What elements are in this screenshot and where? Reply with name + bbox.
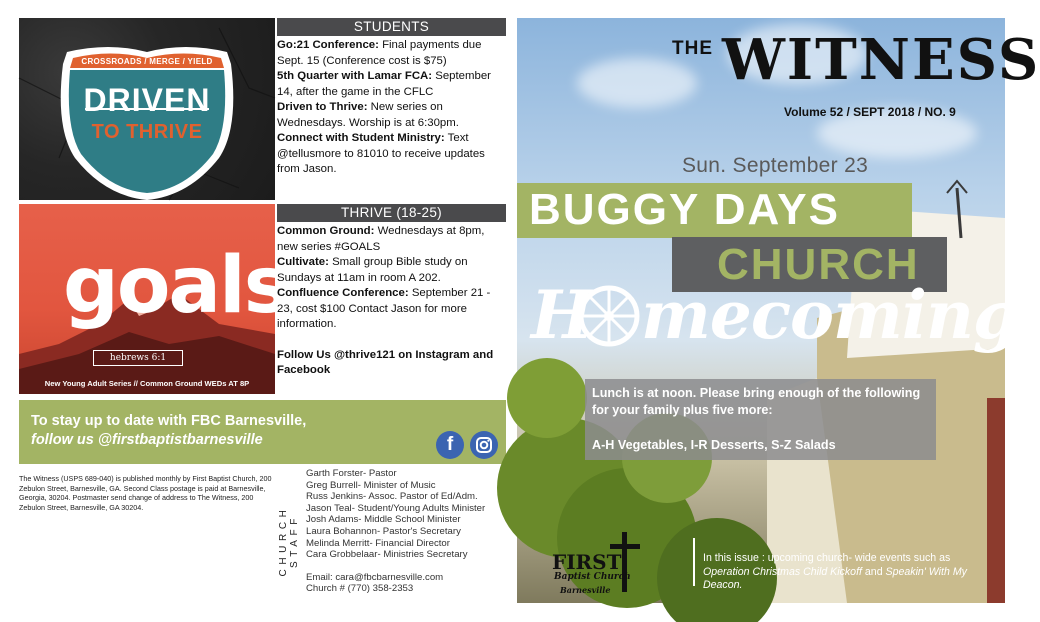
issue-info: Volume 52 / SEPT 2018 / NO. 9 xyxy=(784,105,956,119)
driven-to-thrive-image xyxy=(19,18,275,200)
issue-divider xyxy=(693,538,695,586)
goals-title: goals xyxy=(63,241,289,331)
staff-member: Greg Burrell- Minister of Music xyxy=(306,479,436,491)
students-item: Connect with Student Ministry: Text @tellusmore to 81010 to receive updates from Jason. xyxy=(277,132,485,175)
social-banner xyxy=(19,400,506,464)
headline-buggy-days: BUGGY DAYS xyxy=(529,185,840,234)
thrive-item: Common Ground: Wednesdays at 8pm, new series #GOALS xyxy=(277,225,485,253)
thrive-header: THRIVE (18-25) xyxy=(277,204,506,222)
instagram-icon[interactable] xyxy=(470,431,498,459)
first-baptist-logo: FIRST Baptist Church Barnesville xyxy=(552,530,662,600)
staff-member: Jason Teal- Student/Young Adults Minister xyxy=(306,502,486,514)
staff-member: Josh Adams- Middle School Minister xyxy=(306,514,461,526)
masthead-the: THE xyxy=(672,38,713,59)
thrive-item: Confluence Conference: September 21 - 23, cost $100 Contact Jason for more information. xyxy=(277,287,491,330)
staff-email[interactable]: Email: cara@fbcbarnesville.com xyxy=(306,571,444,583)
goals-verse: hebrews 6:1 xyxy=(93,350,183,366)
thrive-item: Cultivate: Small group Bible study on Sundays at 11am in room A 202. xyxy=(277,256,468,284)
headline-mecoming: mecoming xyxy=(641,276,1019,354)
sign-top-text: CROSSROADS / MERGE / YIELD xyxy=(81,57,213,66)
headline-church: CHURCH xyxy=(717,240,920,289)
students-header: STUDENTS xyxy=(277,18,506,36)
staff-member: Melinda Merritt- Financial Director xyxy=(306,537,450,549)
staff-phone: Church # (770) 358-2353 xyxy=(306,583,414,595)
masthead-title: WITNESS xyxy=(722,27,1040,93)
lunch-list: A-H Vegetables, I-R Desserts, S-Z Salads xyxy=(592,438,836,452)
staff-member: Russ Jenkins- Assoc. Pastor of Ed/Adm. xyxy=(306,491,478,503)
students-list xyxy=(277,38,506,178)
students-item: Driven to Thrive: New series on Wednesdays. Worship is at 6:30pm. xyxy=(277,101,459,129)
staff-member: Garth Forster- Pastor xyxy=(306,468,397,479)
event-date: Sun. September 23 xyxy=(682,154,869,177)
thrive-list xyxy=(277,224,506,379)
lunch-box xyxy=(585,379,936,460)
staff-member: Laura Bohannon- Pastor's Secretary xyxy=(306,525,461,537)
publication-note: The Witness (USPS 689-040) is published monthly by First Baptist Church, 200 Zebulon Street, Barnesville, GA. Second Class postage is paid at Barnesville, Georgia, 30204. Postmaster send change of address to The Witness, 200 Zebulon Street, Barnesville, GA 30204. xyxy=(19,474,272,512)
sign-sub-text: TO THRIVE xyxy=(91,121,203,143)
wagon-wheel-icon xyxy=(577,284,641,348)
facebook-icon[interactable]: f xyxy=(436,431,464,459)
banner-line2: follow us @firstbaptistbarnesville xyxy=(31,432,263,448)
sign-main-text: DRIVEN xyxy=(83,82,211,118)
students-item: Go:21 Conference: Final payments due Sept. 15 (Conference cost is $75) xyxy=(277,39,482,67)
cover-page xyxy=(517,18,1040,603)
staff-member: Cara Grobbelaar- Ministries Secretary xyxy=(306,549,468,561)
church-staff-label: CHURCH STAFF xyxy=(278,505,300,577)
headline-h: H xyxy=(531,276,594,354)
goals-caption: New Young Adult Series // Common Ground WEDs AT 8P xyxy=(44,379,250,388)
students-item: 5th Quarter with Lamar FCA: September 14, after the game in the CFLC xyxy=(277,70,491,98)
goals-series-image xyxy=(19,204,289,394)
banner-line1: To stay up to date with FBC Barnesville, xyxy=(31,413,307,429)
lunch-text: Lunch is at noon. Please bring enough of the following for your family plus five more: xyxy=(592,386,921,417)
thrive-follow: Follow Us @thrive121 on Instagram and Facebook xyxy=(277,348,494,376)
staff-list xyxy=(306,468,506,595)
in-this-issue: In this issue : upcoming church- wide events such as Operation Christmas Child Kickoff and Speakin' With My Deacon. xyxy=(703,552,967,591)
